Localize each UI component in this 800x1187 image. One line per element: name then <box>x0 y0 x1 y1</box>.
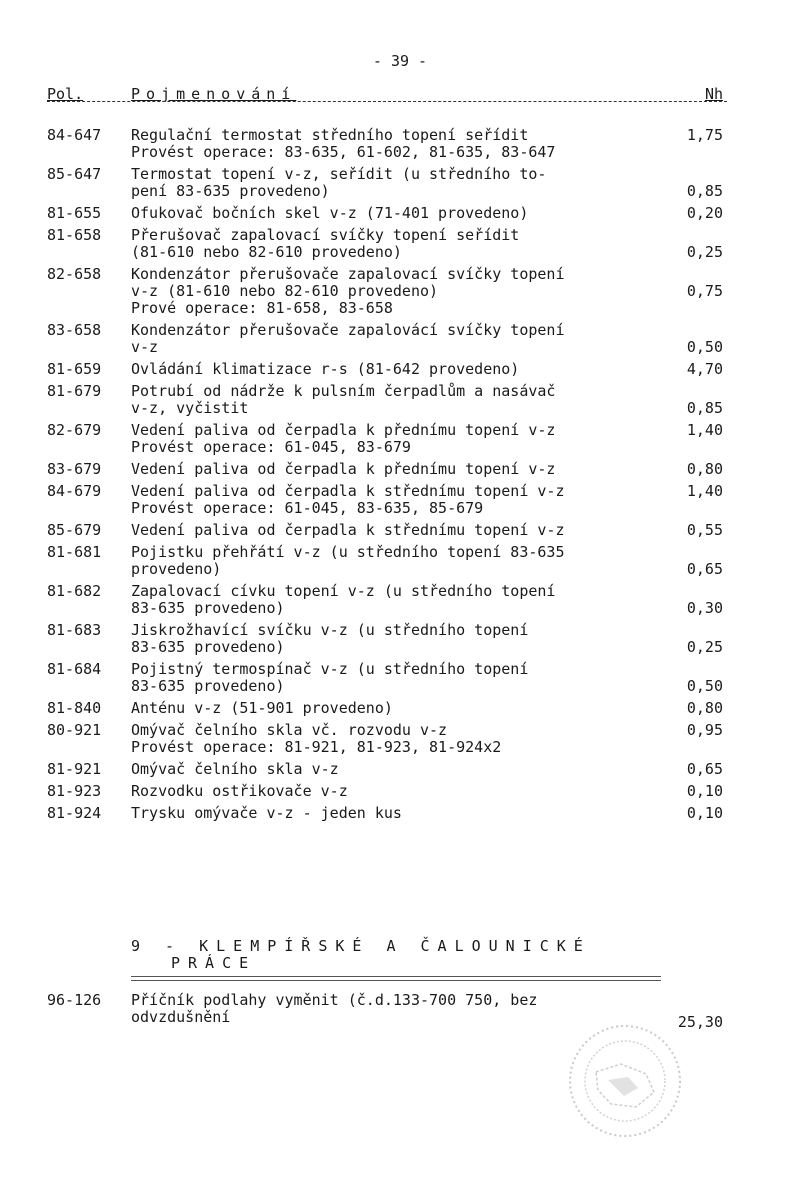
table-row <box>47 661 727 695</box>
table-row <box>47 205 727 222</box>
row-nh: 0,80 <box>686 460 723 478</box>
row-description: Vedení paliva od čerpadla k střednímu topení v-z Provést operace: 61-045, 83-635, 85-679 <box>131 482 565 517</box>
row-nh: 0,10 <box>686 782 723 800</box>
row-description: Pojistný termospínač v-z (u středního topení 83-635 provedeno) <box>131 660 529 695</box>
row-nh: 0,10 <box>686 804 723 822</box>
row-code: 81-684 <box>47 660 102 678</box>
row-description: Trysku omývače v-z - jeden kus <box>131 804 402 822</box>
row-code: 82-679 <box>47 421 102 439</box>
row-code: 83-658 <box>47 321 102 339</box>
row-code: 81-679 <box>47 382 102 400</box>
row-description: Kondenzátor přerušovače zapalovácí svíčky topení v-z <box>131 321 565 356</box>
row-nh: 0,85 <box>686 399 723 417</box>
table-row <box>47 544 727 578</box>
row-code: 81-682 <box>47 582 102 600</box>
row-nh: 0,50 <box>686 338 723 356</box>
row-nh: 0,20 <box>686 204 723 222</box>
row-code: 84-647 <box>47 126 102 144</box>
row-code: 81-923 <box>47 782 102 800</box>
table-row <box>47 322 727 356</box>
row-nh: 0,55 <box>686 521 723 539</box>
row-code: 82-658 <box>47 265 102 283</box>
section-rule <box>131 976 661 977</box>
section-heading <box>131 938 671 972</box>
row-code: 85-647 <box>47 165 102 183</box>
row-nh: 0,25 <box>686 638 723 656</box>
page-number: - 39 - <box>372 52 428 70</box>
table-row <box>47 127 727 161</box>
table-row <box>47 783 727 800</box>
row-description: Rozvodku ostřikovače v-z <box>131 782 348 800</box>
row-nh: 0,95 <box>686 721 723 739</box>
table-row <box>47 700 727 717</box>
row-code: 83-679 <box>47 460 102 478</box>
table-row <box>47 761 727 778</box>
table-row <box>47 227 727 261</box>
row-nh: 1,75 <box>686 126 723 144</box>
row-code: 84-679 <box>47 482 102 500</box>
row-description: Vedení paliva od čerpadla k přednímu topení v-z <box>131 460 556 478</box>
row-code: 96-126 <box>47 991 102 1009</box>
header-dashed-rule <box>47 101 727 102</box>
row-code: 85-679 <box>47 521 102 539</box>
row-nh: 0,50 <box>686 677 723 695</box>
row-code: 81-921 <box>47 760 102 778</box>
row-nh: 1,40 <box>686 421 723 439</box>
row-nh: 1,40 <box>686 482 723 500</box>
row-nh: 25,30 <box>677 1013 723 1031</box>
operations-list <box>47 127 727 827</box>
header-nh: Nh <box>704 85 723 103</box>
row-description: Termostat topení v-z, seřídit (u středního to- pení 83-635 provedeno) <box>131 165 547 200</box>
row-code: 81-658 <box>47 226 102 244</box>
row-description: Zapalovací cívku topení v-z (u středního topení 83-635 provedeno) <box>131 582 556 617</box>
row-nh: 0,80 <box>686 699 723 717</box>
row-description: Omývač čelního skla v-z <box>131 760 339 778</box>
row-nh: 0,25 <box>686 243 723 261</box>
table-row <box>47 166 727 200</box>
header-pol: Pol. <box>47 85 84 103</box>
row-code: 81-659 <box>47 360 102 378</box>
row-description: Vedení paliva od čerpadla k přednímu topení v-z Provést operace: 61-045, 83-679 <box>131 421 556 456</box>
row-nh: 0,30 <box>686 599 723 617</box>
table-row <box>47 266 727 317</box>
row-code: 81-655 <box>47 204 102 222</box>
table-row <box>47 722 727 756</box>
section-heading-line-1: 9 - KLEMPÍŘSKÉ A ČALOUNICKÉ <box>131 937 591 955</box>
row-nh: 4,70 <box>686 360 723 378</box>
row-nh: 0,65 <box>686 560 723 578</box>
round-stamp-icon <box>566 1022 684 1140</box>
row-description: Pojistku přehřátí v-z (u středního topení 83-635 provedeno) <box>131 543 565 578</box>
row-nh: 0,65 <box>686 760 723 778</box>
row-description: Ofukovač bočních skel v-z (71-401 provedeno) <box>131 204 529 222</box>
section-rule-lower <box>131 980 661 981</box>
table-row <box>47 383 727 417</box>
row-code: 81-840 <box>47 699 102 717</box>
row-description: Anténu v-z (51-901 provedeno) <box>131 699 393 717</box>
section-heading-line-2: PRÁCE <box>171 954 257 972</box>
row-description: Kondenzátor přerušovače zapalovací svíčky topení v-z (81-610 nebo 82-610 provedeno) Prové operace: 81-658, 83-658 <box>131 265 565 317</box>
row-description: Ovládání klimatizace r-s (81-642 provedeno) <box>131 360 520 378</box>
row-nh: 0,85 <box>686 182 723 200</box>
table-row <box>47 991 727 1031</box>
table-row <box>47 622 727 656</box>
row-description: Omývač čelního skla vč. rozvodu v-z Provést operace: 81-921, 81-923, 81-924x2 <box>131 721 502 756</box>
table-row <box>47 483 727 517</box>
table-row <box>47 461 727 478</box>
row-description: Přerušovač zapalovací svíčky topení seřídit (81-610 nebo 82-610 provedeno) <box>131 226 520 261</box>
row-code: 81-683 <box>47 621 102 639</box>
table-row <box>47 361 727 378</box>
row-description: Vedení paliva od čerpadla k střednímu topení v-z <box>131 521 565 539</box>
row-description: Potrubí od nádrže k pulsním čerpadlům a nasávač v-z, vyčistit <box>131 382 556 417</box>
table-header <box>47 85 727 107</box>
table-row <box>47 805 727 822</box>
table-row <box>47 583 727 617</box>
row-code: 81-681 <box>47 543 102 561</box>
row-code: 80-921 <box>47 721 102 739</box>
row-code: 81-924 <box>47 804 102 822</box>
row-nh: 0,75 <box>686 282 723 300</box>
row-description: Regulační termostat středního topení seřídit Provést operace: 83-635, 61-602, 81-635, 83-647 <box>131 126 556 161</box>
row-description: Jiskrožhavící svíčku v-z (u středního topení 83-635 provedeno) <box>131 621 529 656</box>
table-row <box>47 522 727 539</box>
header-name: Pojmenování <box>131 85 297 103</box>
row-description: Příčník podlahy vyměnit (č.d.133-700 750, bez odvzdušnění <box>131 991 538 1026</box>
table-row <box>47 422 727 456</box>
